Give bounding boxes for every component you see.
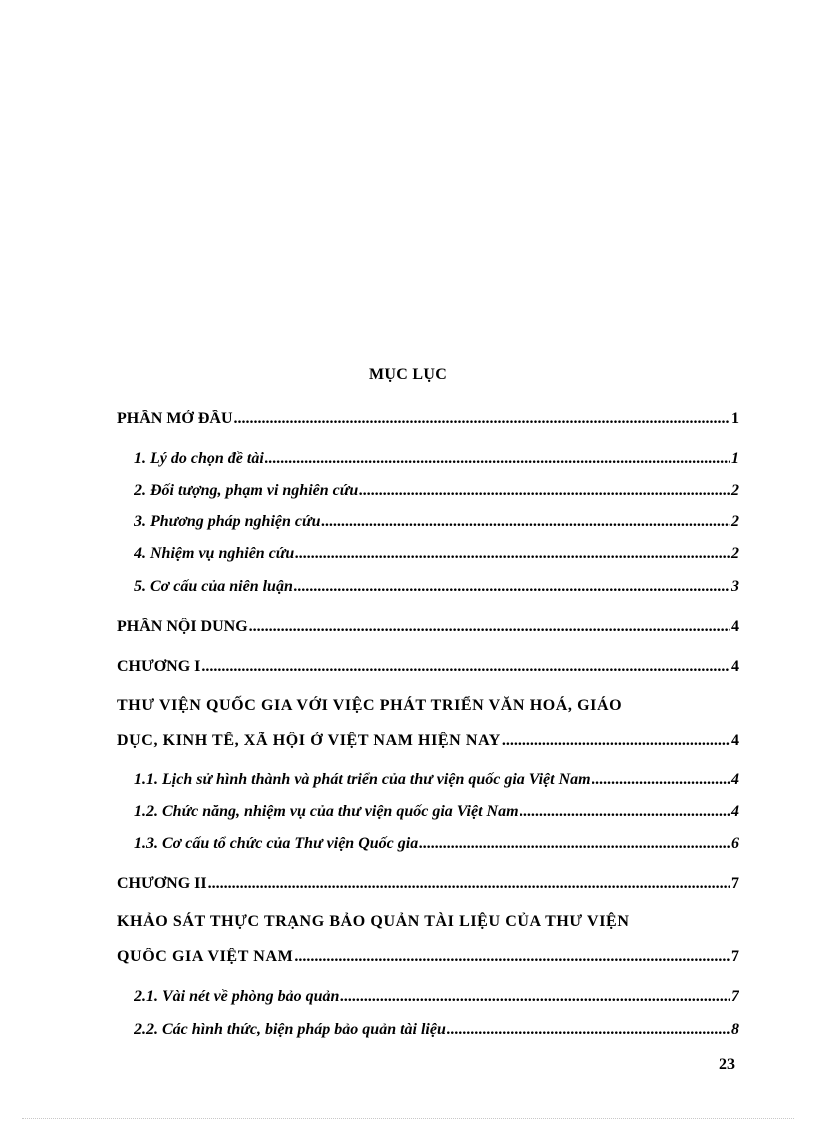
toc-entry-phan-noi-dung[interactable]: [117, 618, 739, 636]
toc-entry-chapter-1-title[interactable]: [117, 732, 739, 750]
toc-entry-text: PHẦN NỘI DUNG: [117, 618, 248, 635]
dot-leader: [295, 545, 730, 563]
dot-leader: [208, 875, 730, 893]
toc-entry-text: 1.3. Cơ cấu tổ chức của Thư viện Quốc gia: [134, 835, 419, 852]
toc-page-number: 4: [731, 618, 739, 635]
toc-entry-text: 4. Nhiệm vụ nghiên cứu: [134, 545, 295, 562]
toc-page-number: 7: [731, 875, 739, 892]
toc-entry[interactable]: [134, 803, 739, 821]
dot-leader: [294, 578, 730, 596]
toc-entry-chuong-1[interactable]: [117, 658, 739, 676]
toc-page-number: 2: [731, 513, 739, 530]
toc-entry-text: 5. Cơ cấu của niên luận: [134, 578, 293, 595]
dot-leader: [265, 450, 730, 468]
dot-leader: [201, 658, 730, 676]
toc-entry-chapter-2-title[interactable]: [117, 948, 739, 966]
toc-page-number: 8: [731, 1021, 739, 1038]
dot-leader: [502, 732, 730, 750]
dot-leader: [294, 948, 730, 966]
chapter-2-title-line1: KHẢO SÁT THỰC TRẠNG BẢO QUẢN TÀI LIỆU CỦA THƯ VIỆN: [117, 913, 630, 930]
toc-page-number: 2: [731, 545, 739, 562]
toc-entry-text: 1.2. Chức năng, nhiệm vụ của thư viện quốc gia Việt Nam: [134, 803, 519, 820]
toc-entry[interactable]: [134, 771, 739, 789]
toc-page-number: 4: [731, 732, 739, 749]
toc-entry[interactable]: [134, 1021, 739, 1039]
toc-page-number: 4: [731, 658, 739, 675]
toc-entry-phan-mo-dau[interactable]: [117, 410, 739, 428]
dot-leader: [520, 803, 730, 821]
toc-page-number: 7: [731, 988, 739, 1005]
toc-entry[interactable]: [134, 482, 739, 500]
dot-leader: [592, 771, 730, 789]
toc-entry-text: CHƯƠNG II: [117, 875, 207, 892]
page-number: 23: [719, 1056, 735, 1073]
toc-page-number: 2: [731, 482, 739, 499]
toc-page-number: 7: [731, 948, 739, 965]
toc-page-number: 4: [731, 771, 739, 788]
toc-page-number: 1: [731, 410, 739, 427]
dot-leader: [447, 1021, 730, 1039]
dot-leader: [234, 410, 730, 428]
toc-page-number: 6: [731, 835, 739, 852]
dot-leader: [359, 482, 730, 500]
toc-entry-text: CHƯƠNG I: [117, 658, 201, 675]
toc-page-number: 4: [731, 803, 739, 820]
toc-entry-text: 2.1. Vài nét về phòng bảo quản: [134, 988, 340, 1005]
toc-entry[interactable]: [134, 513, 739, 531]
toc-entry[interactable]: [134, 450, 739, 468]
dot-leader: [321, 513, 730, 531]
toc-entry-text: DỤC, KINH TẾ, XÃ HỘI Ở VIỆT NAM HIỆN NAY: [117, 732, 501, 749]
chapter-1-title-line1: THƯ VIỆN QUỐC GIA VỚI VIỆC PHÁT TRIỂN VĂN HOÁ, GIÁO: [117, 697, 623, 714]
toc-entry-text: 1. Lý do chọn đề tài: [134, 450, 264, 467]
toc-entry-text: 2. Đối tượng, phạm vi nghiên cứu: [134, 482, 359, 499]
toc-entry[interactable]: [134, 988, 739, 1006]
toc-entry-text: 3. Phương pháp nghiện cứu: [134, 513, 321, 530]
toc-page-number: 3: [731, 578, 739, 595]
dot-leader: [340, 988, 730, 1006]
toc-entry[interactable]: [134, 578, 739, 596]
toc-entry-text: QUỐC GIA VIỆT NAM: [117, 948, 294, 965]
toc-entry-text: 1.1. Lịch sử hình thành và phát triển của thư viện quốc gia Việt Nam: [134, 771, 591, 788]
toc-entry-text: 2.2. Các hình thức, biện pháp bảo quản tài liệu: [134, 1021, 446, 1038]
page-bottom-divider: [22, 1118, 794, 1119]
toc-page-number: 1: [731, 450, 739, 467]
toc-entry-text: PHẦN MỞ ĐẦU: [117, 410, 233, 427]
dot-leader: [419, 835, 730, 853]
dot-leader: [249, 618, 730, 636]
toc-entry[interactable]: [134, 545, 739, 563]
toc-entry-chuong-2[interactable]: [117, 875, 739, 893]
toc-entry[interactable]: [134, 835, 739, 853]
page-title: MỤC LỤC: [368, 366, 448, 383]
